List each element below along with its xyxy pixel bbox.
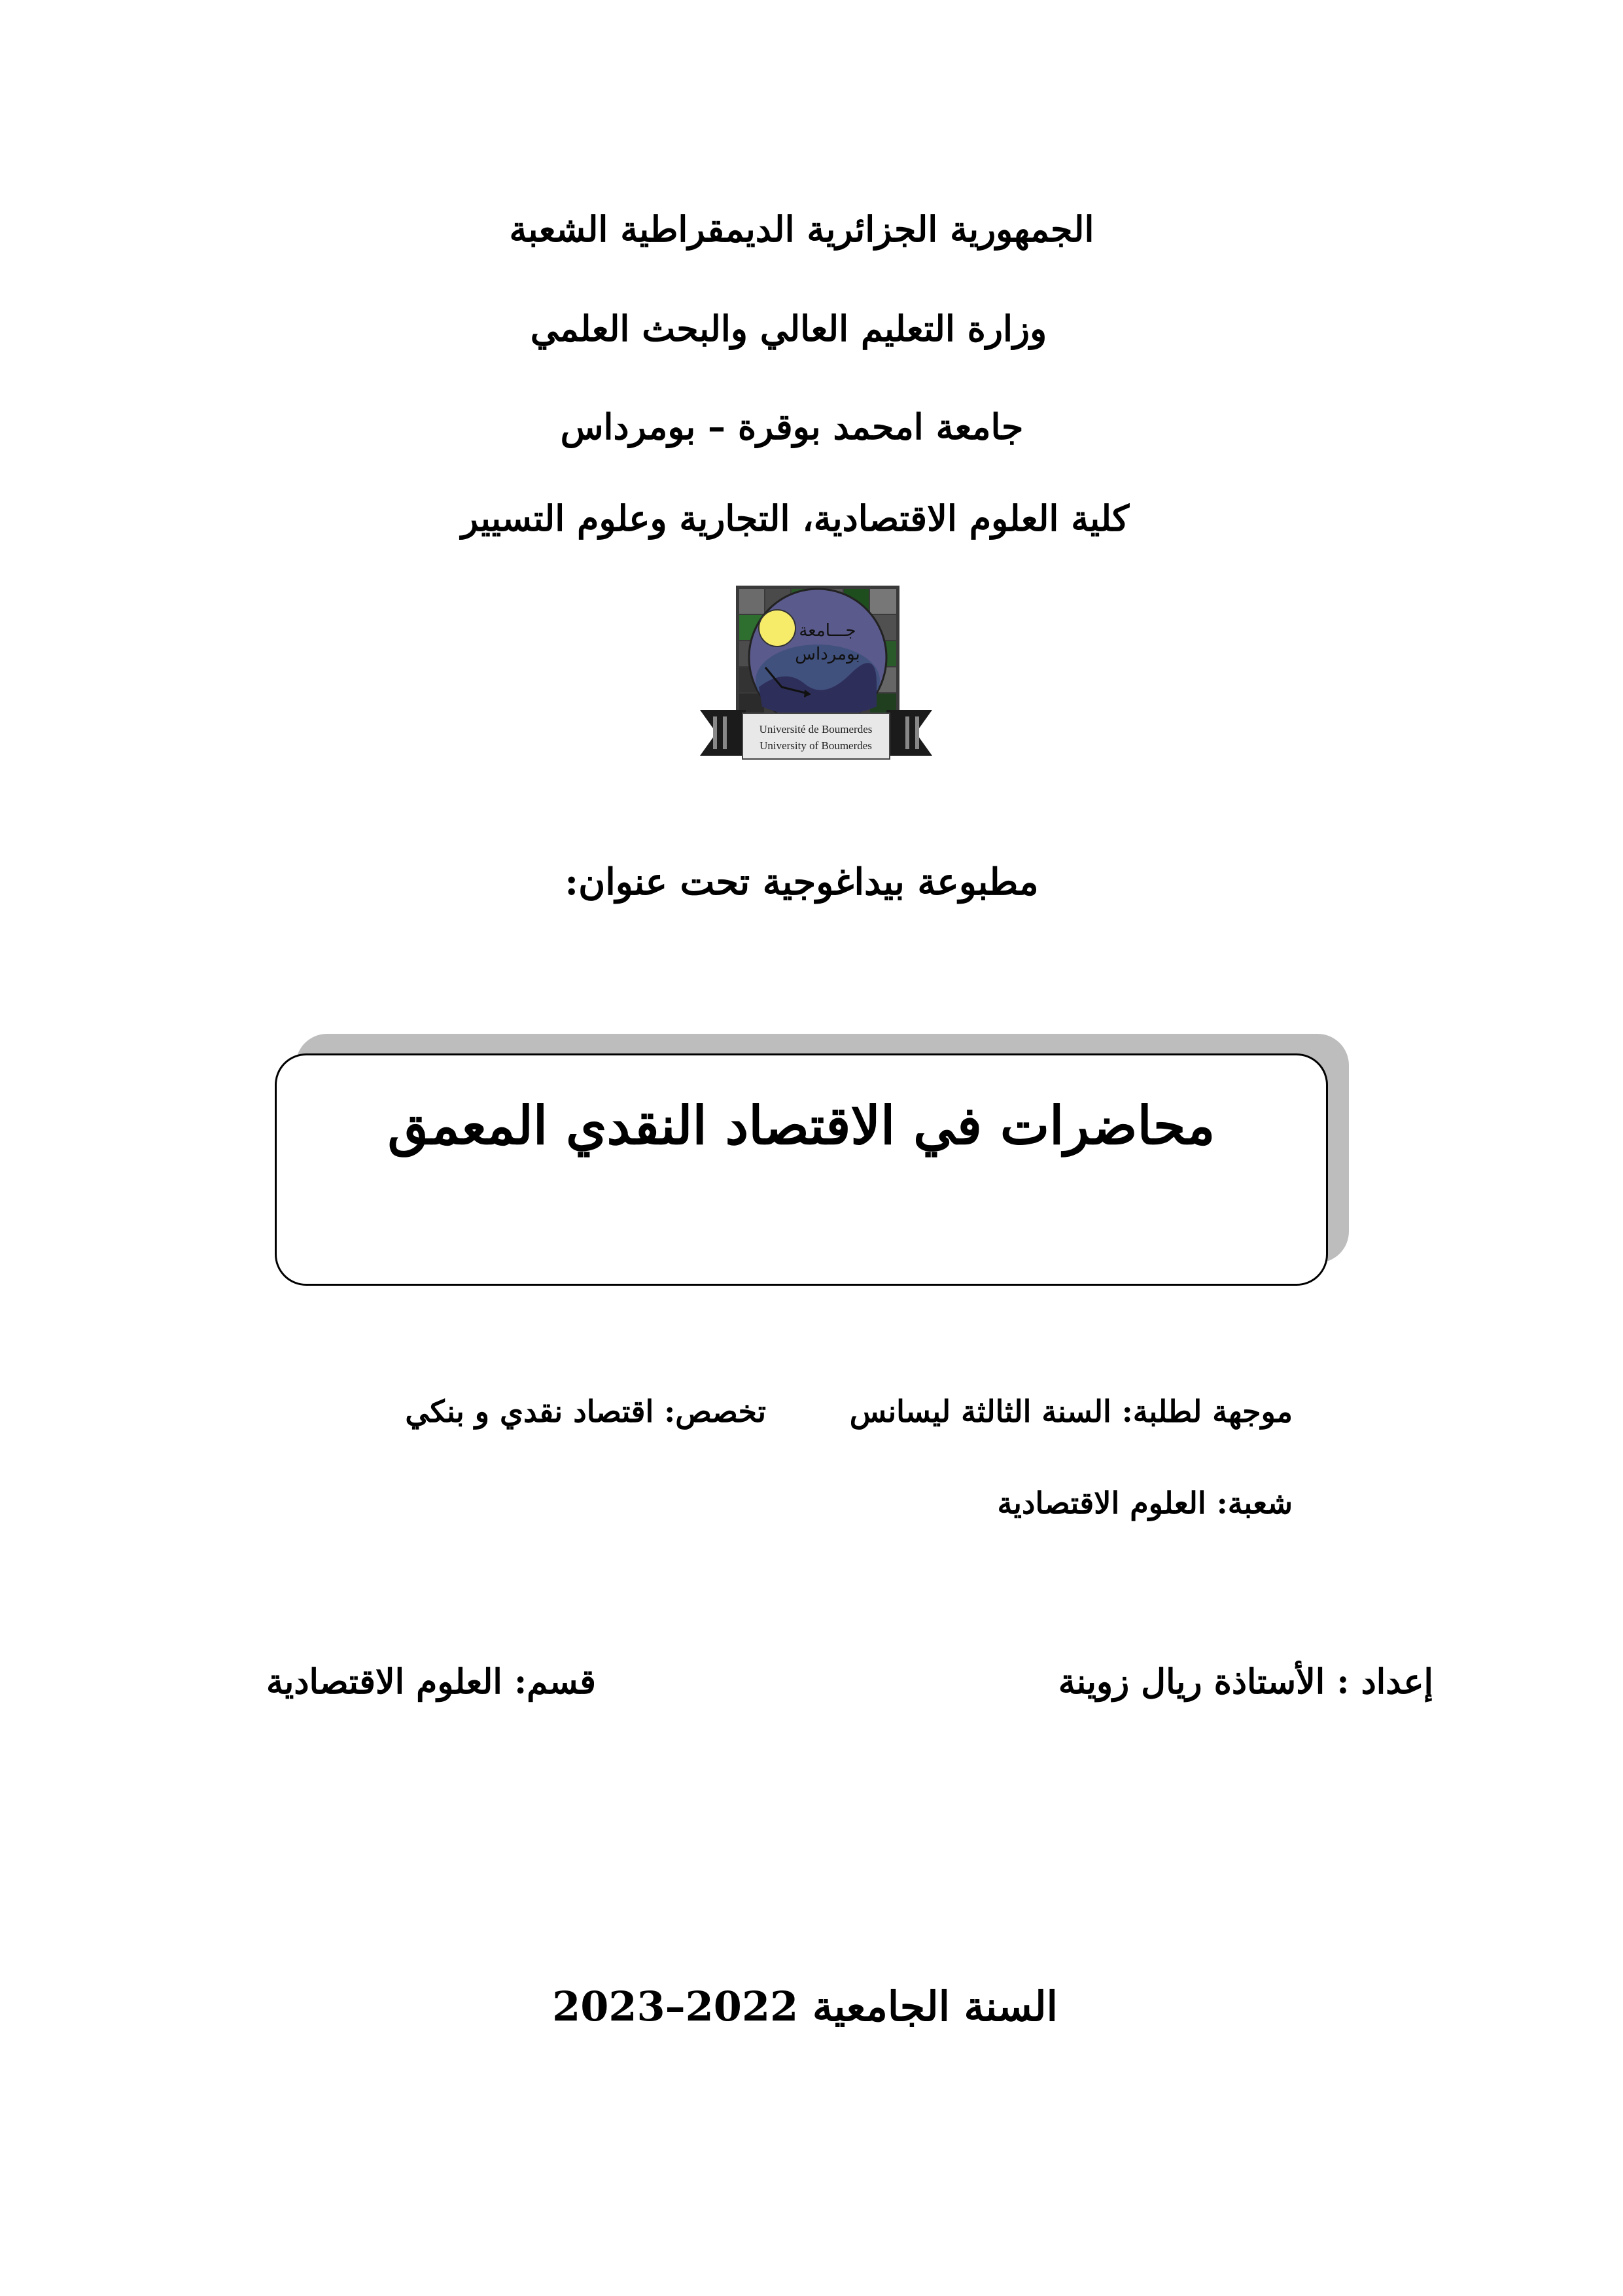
document-title: محاضرات في الاقتصاد النقدي المعمق	[387, 1095, 1215, 1156]
department: قسم: العلوم الاقتصادية	[266, 1662, 596, 1702]
target-audience: موجهة لطلبة: السنة الثالثة ليسانس	[849, 1394, 1293, 1429]
university-heading: جامعة امحمد بوقرة – بومرداس	[560, 406, 1024, 448]
faculty-heading: كلية العلوم الاقتصادية، التجارية وعلوم التسيير	[461, 497, 1130, 539]
logo-banner-line1: Université de Boumerdes	[759, 723, 873, 735]
branch: شعبة: العلوم الاقتصادية	[997, 1485, 1293, 1521]
logo-text-line1: جـــامعة	[799, 621, 856, 641]
academic-year: السنة الجامعية 2022–2023	[552, 1983, 1058, 2030]
republic-heading: الجمهورية الجزائرية الديمقراطية الشعبة	[509, 208, 1094, 250]
title-box	[275, 1053, 1328, 1286]
ministry-heading: وزارة التعليم العالي والبحث العلمي	[530, 308, 1047, 349]
prepared-by: إعداد : الأستاذة ريال زوينة	[1058, 1662, 1433, 1702]
subtitle-intro: مطبوعة بيداغوجية تحت عنوان:	[565, 860, 1039, 904]
logo-sun	[759, 610, 795, 646]
university-logo	[700, 576, 932, 766]
specialty: تخصص: اقتصاد نقدي و بنكي	[405, 1394, 766, 1429]
logo-banner-line2: University of Boumerdes	[759, 739, 872, 752]
logo-text-line2: بومرداس	[795, 645, 860, 664]
